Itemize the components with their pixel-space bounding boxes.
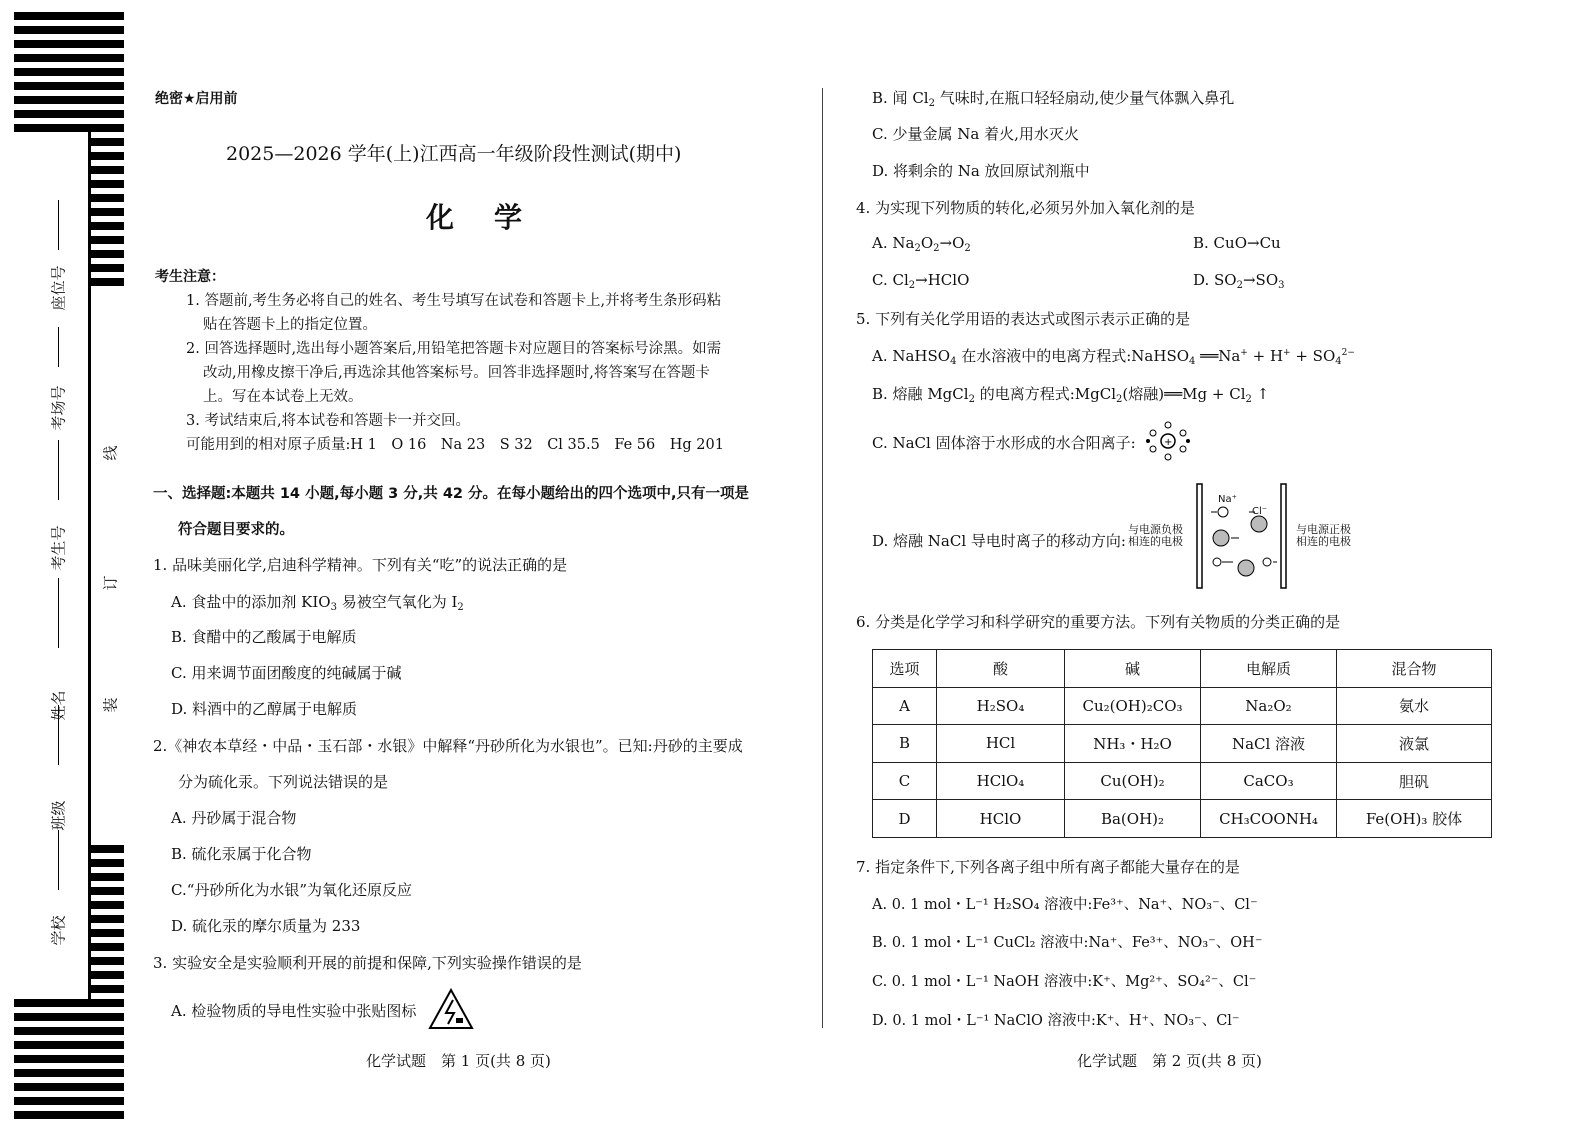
notice-item-2c: 上。写在本试卷上无效。 <box>203 389 363 405</box>
table-header: 酸 <box>937 650 1065 688</box>
q2-option-d: D. 硫化汞的摩尔质量为 233 <box>171 917 361 935</box>
candidate-number-label: 考生号 <box>49 525 68 571</box>
q4-option-d: D. $SO_2\to SO_3$ <box>1193 271 1285 291</box>
atomic-masses: 可能用到的相对原子质量:H 1 O 16 Na 23 S 32 Cl 35.5 Fe 56 Hg 201 <box>186 437 724 453</box>
table-cell: Na₂O₂ <box>1201 687 1337 725</box>
q4-option-c: C. $Cl_2\to HClO$ <box>872 271 970 291</box>
table-header: 混合物 <box>1337 650 1492 688</box>
q1-option-c: C. 用来调节面团酸度的纯碱属于碱 <box>171 664 402 682</box>
q5-option-d: D. 熔融 NaCl 导电时离子的移动方向: <box>872 532 1126 550</box>
table-row <box>873 687 1492 725</box>
table-row <box>873 725 1492 763</box>
table-cell: NH₃・H₂O <box>1065 725 1201 763</box>
q5-stem: 5. 下列有关化学用语的表达式或图示表示正确的是 <box>856 310 1191 328</box>
chloride-ion-label: Cl⁻ <box>1252 506 1268 517</box>
q5-option-c: C. NaCl 固体溶于水形成的水合阳离子: <box>872 434 1136 452</box>
table-cell: HCl <box>937 725 1065 763</box>
q1-option-a: A. 食盐中的添加剂 $KIO_3$ 易被空气氧化为 $I_2$ <box>171 593 464 613</box>
q3-option-d: D. 将剩余的 Na 放回原试剂瓶中 <box>872 162 1090 180</box>
table-cell: CH₃COONH₄ <box>1201 800 1337 838</box>
binding-line-mark: 线 <box>101 445 120 461</box>
table-cell: NaCl 溶液 <box>1201 725 1337 763</box>
subject-title: 化 学 <box>426 201 529 234</box>
q1-option-b: B. 食醋中的乙酸属于电解质 <box>171 628 357 646</box>
table-header-row <box>873 650 1492 688</box>
table-header: 碱 <box>1065 650 1201 688</box>
q2-option-c: C.“丹砂所化为水银”为氧化还原反应 <box>171 881 413 899</box>
notice-item-1a: 1. 答题前,考生务必将自己的姓名、考生号填写在试卷和答题卡上,并将考生条形码粘 <box>186 293 722 309</box>
electric-hazard-icon <box>428 988 474 1030</box>
binding-pack-mark: 装 <box>101 697 120 713</box>
q5-option-b: B. 熔融 MgCl$_2$ 的电离方程式:MgCl$_2$(熔融)══Mg + $Cl_2$ ↑ <box>872 385 1270 405</box>
exam-room-label: 考场号 <box>49 385 68 431</box>
table-cell: Cu(OH)₂ <box>1065 762 1201 800</box>
electrolysis-diagram <box>1193 482 1293 590</box>
table-cell: C <box>873 762 937 800</box>
table-cell: 胆矾 <box>1337 762 1492 800</box>
q3-option-c: C. 少量金属 Na 着火,用水灭火 <box>872 125 1079 143</box>
table-cell: Fe(OH)₃ 胶体 <box>1337 800 1492 838</box>
section-heading-line2: 符合题目要求的。 <box>178 522 294 538</box>
table-cell: A <box>873 687 937 725</box>
q4-stem: 4. 为实现下列物质的转化,必须另外加入氧化剂的是 <box>856 199 1195 217</box>
q2-stem-line2: 分为硫化汞。下列说法错误的是 <box>178 773 389 791</box>
q2-option-a: A. 丹砂属于混合物 <box>171 809 297 827</box>
table-cell: B <box>873 725 937 763</box>
column-divider <box>822 88 823 1028</box>
name-label: 姓名 <box>49 690 68 721</box>
table-row <box>873 800 1492 838</box>
q2-stem-line1: 2.《神农本草经・中品・玉石部・水银》中解释“丹砂所化为水银也”。已知:丹砂的主要成 <box>153 737 743 755</box>
q2-option-b: B. 硫化汞属于化合物 <box>171 845 312 863</box>
seat-label: 座位号 <box>49 265 68 311</box>
exam-title: 2025—2026 学年(上)江西高一年级阶段性测试(期中) <box>226 143 682 165</box>
q6-stem: 6. 分类是化学学习和科学研究的重要方法。下列有关物质的分类正确的是 <box>856 613 1341 631</box>
q7-option-d: D. 0. 1 mol・L⁻¹ NaClO 溶液中:K⁺、H⁺、NO₃⁻、Cl⁻ <box>872 1013 1240 1029</box>
notice-item-2b: 改动,用橡皮擦干净后,再选涂其他答案标号。回答非选择题时,将答案写在答题卡 <box>203 365 710 381</box>
table-cell: HClO <box>937 800 1065 838</box>
section-heading-line1: 一、选择题:本题共 14 小题,每小题 3 分,共 42 分。在每小题给出的四个选项中,只有一项是 <box>153 486 750 502</box>
table-header: 选项 <box>873 650 937 688</box>
q1-option-d: D. 料酒中的乙醇属于电解质 <box>171 700 358 718</box>
table-header: 电解质 <box>1201 650 1337 688</box>
footer-page-1: 化学试题 第 1 页(共 8 页) <box>366 1052 551 1070</box>
table-cell: Cu₂(OH)₂CO₃ <box>1065 687 1201 725</box>
table-row <box>873 762 1492 800</box>
q4-option-b: B. CuO→Cu <box>1193 234 1281 252</box>
table-cell: 氨水 <box>1337 687 1492 725</box>
q4-option-a: A. $Na_2O_2\to O_2$ <box>872 234 971 254</box>
q7-option-a: A. 0. 1 mol・L⁻¹ H₂SO₄ 溶液中:Fe³⁺、Na⁺、NO₃⁻、Cl⁻ <box>872 897 1258 913</box>
table-cell: CaCO₃ <box>1201 762 1337 800</box>
q3-option-b: B. 闻 $Cl_2$ 气味时,在瓶口轻轻扇动,使少量气体飘入鼻孔 <box>872 89 1235 109</box>
svg-text:+: + <box>1164 437 1173 448</box>
hydrated-ion-diagram <box>1143 420 1193 462</box>
classification-table <box>872 649 1492 838</box>
positive-electrode-label: 与电源正极 相连的电极 <box>1296 523 1351 548</box>
negative-electrode-label: 与电源负极 相连的电极 <box>1128 523 1183 548</box>
notice-item-2a: 2. 回答选择题时,选出每小题答案后,用铅笔把答题卡对应题目的答案标号涂黑。如需 <box>186 341 722 357</box>
notice-item-1b: 贴在答题卡上的指定位置。 <box>203 317 377 333</box>
table-cell: Ba(OH)₂ <box>1065 800 1201 838</box>
q5-option-a: A. NaHSO$_4$ 在水溶液中的电离方程式:NaHSO$_4$ ══Na+ + $H^+ + SO_4^{2-}$ <box>872 347 1355 367</box>
notice-item-3: 3. 考试结束后,将本试卷和答题卡一并交回。 <box>186 413 471 429</box>
binding-staple-mark: 订 <box>101 575 120 591</box>
footer-page-2: 化学试题 第 2 页(共 8 页) <box>1077 1052 1262 1070</box>
secret-label: 绝密★启用前 <box>155 91 238 107</box>
q3-option-a: A. 检验物质的导电性实验中张贴图标 <box>171 1002 417 1020</box>
notice-heading: 考生注意： <box>155 269 225 285</box>
table-cell: 液氯 <box>1337 725 1492 763</box>
table-cell: HClO₄ <box>937 762 1065 800</box>
table-cell: H₂SO₄ <box>937 687 1065 725</box>
q1-stem: 1. 品味美丽化学,启迪科学精神。下列有关“吃”的说法正确的是 <box>153 556 568 574</box>
q3-stem: 3. 实验安全是实验顺利开展的前提和保障,下列实验操作错误的是 <box>153 954 582 972</box>
sodium-ion-label: Na⁺ <box>1218 494 1237 505</box>
q7-option-c: C. 0. 1 mol・L⁻¹ NaOH 溶液中:K⁺、Mg²⁺、SO₄²⁻、Cl⁻ <box>872 974 1257 990</box>
table-cell: D <box>873 800 937 838</box>
q7-option-b: B. 0. 1 mol・L⁻¹ CuCl₂ 溶液中:Na⁺、Fe³⁺、NO₃⁻、OH⁻ <box>872 935 1263 951</box>
q7-stem: 7. 指定条件下,下列各离子组中所有离子都能大量存在的是 <box>856 858 1240 876</box>
class-label: 班级 <box>49 800 68 831</box>
school-label: 学校 <box>49 915 68 946</box>
